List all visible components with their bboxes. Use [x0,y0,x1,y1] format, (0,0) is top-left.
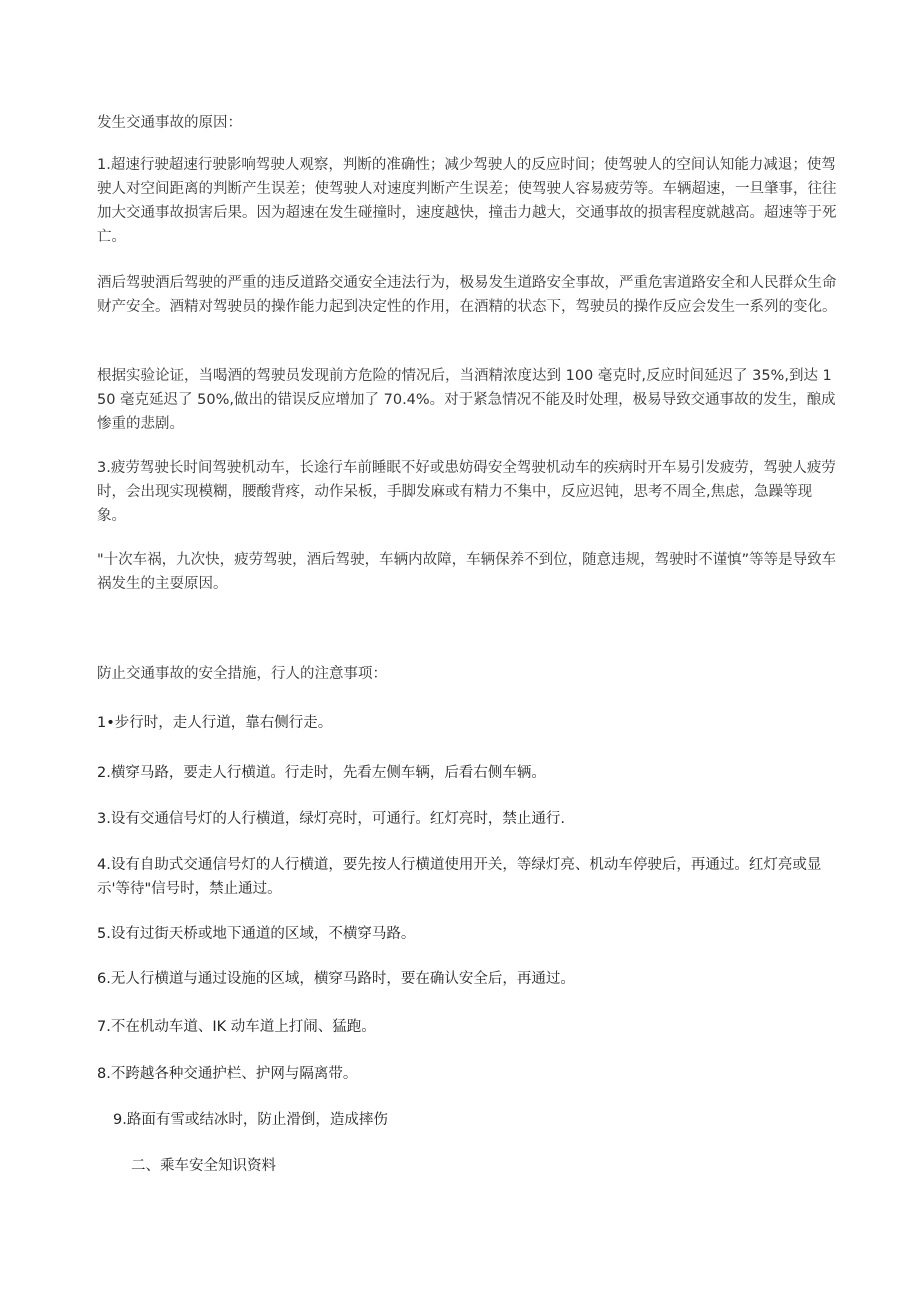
list-item: 2.横穿马路，要走人行横道。行走时，先看左侧车辆，后看右侧车辆。 [97,765,546,781]
list-item: 8.不跨越各种交通护栏、护网与隔离带。 [97,1066,358,1082]
list-item: 7.不在机动车道、IK 动车道上打闹、猛跑。 [97,1019,376,1035]
list-item: 3.设有交通信号灯的人行横道，绿灯亮时，可通行。红灯亮时，禁止通行. [97,811,565,827]
list-item: 5.设有过街天桥或地下通道的区域，不横穿马路。 [97,926,416,942]
section-heading-causes: 发生交通事故的原因： [97,115,242,131]
list-item: 9.路面有雪或结冰时，防止滑倒，造成摔伤 [113,1112,388,1128]
list-item: 6.无人行横道与通过设施的区域，横穿马路时，要在确认安全后，再通过。 [97,971,575,987]
list-item: 1•步行时，走人行道，靠右侧行走。 [97,715,333,731]
paragraph-drunk-driving: 酒后驾驶酒后驾驶的严重的违反道路交通安全违法行为，极易发生道路安全事故，严重危害道路安全和人民群众生命财产安全。酒精对驾驶员的操作能力起到决定性的作用，在酒精的状态下，驾驶员的操作反应会发生一系列的变化。 [97,275,837,315]
paragraph-main-causes: "十次车祸，九次快，疲劳驾驶，酒后驾驶，车辆内故障，车辆保养不到位，随意违规，驾驶时不谨慎”等等是导致车祸发生的主耍原因。 [97,552,837,592]
paragraph-speeding: 1.超速行驶超速行驶影响驾驶人观察，判断的准确性；减少驾驶人的反应时间；使驾驶人的空间认知能力减退；使驾驶人对空间距离的判断产生误差；使驾驶人对速度判断产生误差；使驾驶人容易疲劳等。车辆超速，一旦肇事，往往加大交通事故损害后果。因为超速在发生碰撞时，速度越快，撞击力越大，交通事故的损害程度就越高。超速等于死亡。 [97,157,837,245]
paragraph-fatigue-driving: 3.疲劳驾驶长时间驾驶机动车，长途行车前睡眠不好或患妨碍安全驾驶机动车的疾病时开车易引发疲劳，驾驶人疲劳时，会出现实现模糊，腰酸背疼，动作呆板，手脚发麻或有精力不集中，反应迟钝，思考不周全,焦虑，急躁等现象。 [97,460,836,524]
section-heading-ride-safety: 二、乘车安全知识资料 [131,1158,276,1174]
list-item: 4.设有自助式交通信号灯的人行横道，要先按人行横道使用开关，等绿灯亮、机动车停驶后，再通过。红灯亮或显示'等待"信号时，禁止通过。 [97,857,822,897]
section-heading-pedestrian-safety: 防止交通事故的安全措施，行人的注意事项： [97,666,387,682]
paragraph-alcohol-experiment: 根据实验论证，当喝酒的驾驶员发现前方危险的情况后，当酒精浓度达到 100 毫克时,反应时间延迟了 35%,到达 150 毫克延迟了 50%,做出的错误反应增加了 70.4%。对于紧急情况不能及时处理，极易导致交通事故的发生，酿成惨重的悲剧。 [97,368,836,432]
